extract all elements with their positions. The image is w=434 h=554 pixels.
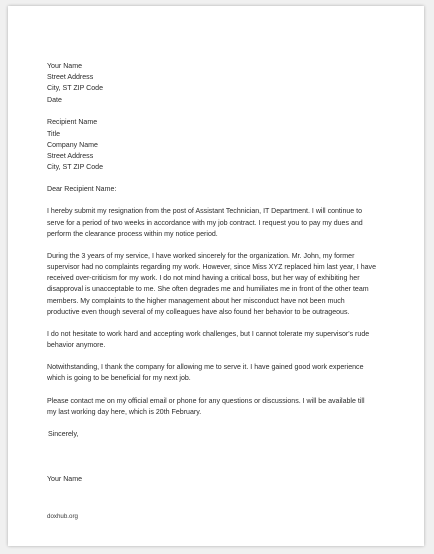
paragraph-line: members. My complaints to the higher management about her misconduct have not been much — [47, 297, 345, 305]
recipient-city: City, ST ZIP Code — [47, 164, 104, 172]
paragraph-line: Notwithstanding, I thank the company for allowing me to serve it. I have gained good work experience — [47, 364, 364, 372]
paragraph-line: productive even though several of my colleagues have also found her behavior to be outrageous. — [47, 308, 350, 316]
signature-name: Your Name — [47, 476, 82, 484]
paragraph-line: Please contact me on my official email or phone for any questions or discussions. I will be available till — [47, 397, 365, 405]
sender-date: Date — [47, 96, 62, 104]
sender-street: Street Address — [47, 74, 94, 82]
salutation: Dear Recipient Name: — [47, 186, 117, 194]
paragraph-line: my last working day here, which is 20th February. — [47, 408, 202, 416]
recipient-title: Title — [47, 130, 61, 138]
paragraph-5 — [47, 396, 388, 418]
recipient-company: Company Name — [47, 141, 98, 149]
recipient-name: Recipient Name — [47, 119, 98, 127]
paragraph-line: received over-criticism for my work. I do not mind having a critical boss, but her way of exhibiting her — [47, 275, 360, 283]
paragraph-line: which is going to be beneficial for my next job. — [47, 375, 191, 383]
sender-block — [47, 61, 388, 106]
recipient-street: Street Address — [47, 152, 94, 160]
footer-site: doxhub.org — [47, 513, 78, 520]
paragraph-line: serve for a period of two weeks in accordance with my job contract. I request you to pay my dues and — [47, 219, 363, 227]
paragraph-3 — [47, 329, 388, 351]
paragraph-1 — [47, 206, 388, 240]
paragraph-2 — [47, 251, 388, 318]
sender-name: Your Name — [47, 63, 82, 70]
sender-city: City, ST ZIP Code — [47, 85, 104, 93]
paragraph-4 — [47, 362, 388, 384]
paragraph-line: disapproval is unacceptable to me. She often degrades me and humiliates me in front of the other team — [47, 286, 369, 294]
paragraph-line: perform the clearance process within my notice period. — [47, 230, 218, 238]
recipient-block — [47, 117, 388, 173]
paragraph-line: behavior anymore. — [47, 342, 106, 350]
closing: Sincerely, — [48, 430, 79, 438]
letter-page — [8, 6, 424, 546]
paragraph-line: I hereby submit my resignation from the post of Assistant Technician, IT Department. I will continue to — [47, 208, 363, 216]
paragraph-line: supervisor had no complaints regarding my work. However, since Miss XYZ replaced him last year, I have — [47, 264, 376, 272]
paragraph-line: During the 3 years of my service, I have worked sincerely for the organization. Mr. John, my former — [47, 252, 355, 260]
paragraph-line: I do not hesitate to work hard and accepting work challenges, but I cannot tolerate my supervisor's rude — [47, 330, 370, 338]
